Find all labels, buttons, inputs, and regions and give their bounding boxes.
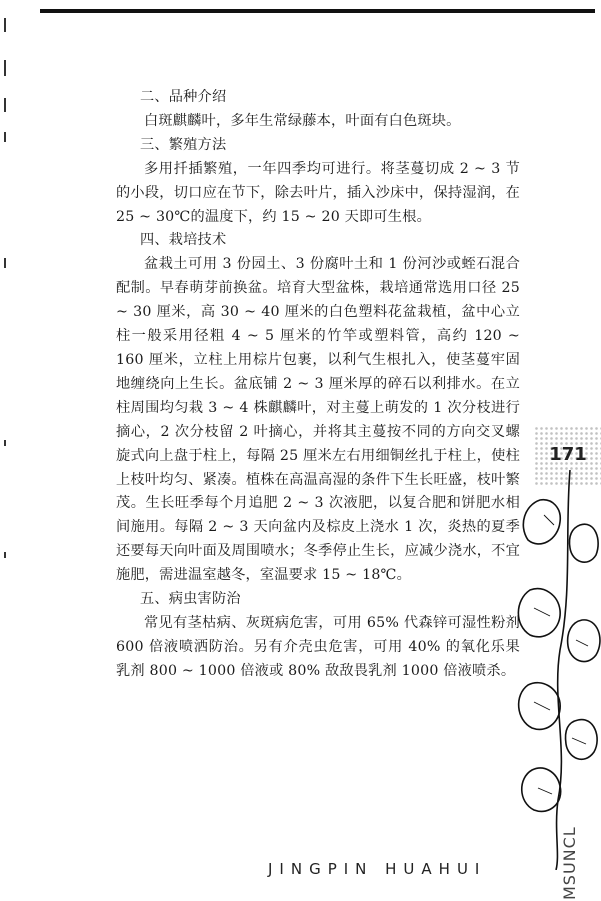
plant-leaf — [566, 720, 598, 760]
page-content — [116, 86, 520, 684]
margin-tick — [4, 132, 6, 142]
plant-leaf — [569, 524, 598, 562]
watermark: MSUNCL — [560, 826, 579, 900]
paragraph-pests: 常见有茎枯病、灰斑病危害，可用 65% 代森锌可湿性粉剂 600 倍液喷洒防治。另有介壳虫危害，可用 40% 的氧化乐果乳剂 800 ~ 1000 倍液或 80% 敌敌畏乳剂 1000 倍液喷杀。 — [116, 614, 520, 679]
section-heading-cultivation: 四、栽培技术 — [140, 232, 227, 249]
plant-leaf — [568, 620, 600, 662]
paragraph-propagation: 多用扦插繁殖，一年四季均可进行。将茎蔓切成 2 ~ 3 节的小段，切口应在节下，除去叶片，插入沙床中，保持湿润，在 25 ~ 30℃的温度下，约 15 ~ 20 天即可生根。 — [116, 160, 520, 225]
margin-tick — [4, 258, 6, 268]
section-heading-propagation: 三、繁殖方法 — [140, 136, 227, 153]
section-heading-pests: 五、病虫害防治 — [140, 591, 241, 608]
plant-leaf — [519, 683, 561, 730]
page-number: 171 — [540, 440, 596, 470]
margin-tick — [4, 60, 6, 76]
paragraph-cultivation: 盆栽土可用 3 份园土、3 份腐叶土和 1 份河沙或蛭石混合配制。早春萌芽前换盆。培育大型盆株，栽培通常选用口径 25 ~ 30 厘米，高 30 ~ 40 厘米的白色塑料花盆栽植，盆中心立柱一般采用径粗 4 ~ 5 厘米的竹竿或塑料管，高约 120 ~ 160 厘米，立柱上用棕片包裹，以利气生根扎入，使茎蔓牢固地缠绕向上生长。盆底铺 2 ~ 3 厘米厚的碎石以利排水。在立柱周围均匀栽 3 ~ 4 株麒麟叶，对主蔓上萌发的 1 次分枝进行摘心，2 次分枝留 2 叶摘心，并将其主蔓按不同的方向交叉螺旋式向上盘于柱上，每隔 25 厘米左右用细铜丝扎于柱上，使柱上枝叶均匀、紧凑。植株在高温高湿的条件下生长旺盛，枝叶繁茂。生长旺季每个月追肥 2 ~ 3 次液肥，以复合肥和饼肥水相间施用。每隔 2 ~ 3 天向盆内及棕皮上浇水 1 次，炎热的夏季还要每天向叶面及周围喷水；冬季停止生长，应减少浇水，不宜施肥，需进温室越冬，室温要求 15 ~ 18℃。 — [116, 256, 520, 584]
paragraph-varieties: 白斑麒麟叶，多年生常绿藤本，叶面有白色斑块。 — [144, 112, 461, 129]
plant-leaf — [518, 589, 560, 637]
plant-illustration — [510, 470, 601, 870]
plant-leaf — [523, 500, 560, 544]
running-footer: JINGPIN HUAHUI — [268, 860, 487, 878]
margin-tick — [4, 440, 6, 446]
margin-tick — [4, 98, 6, 112]
margin-tick — [4, 552, 6, 558]
section-heading-varieties: 二、品种介绍 — [140, 89, 227, 105]
margin-tick — [4, 18, 6, 32]
top-rule — [40, 9, 595, 13]
